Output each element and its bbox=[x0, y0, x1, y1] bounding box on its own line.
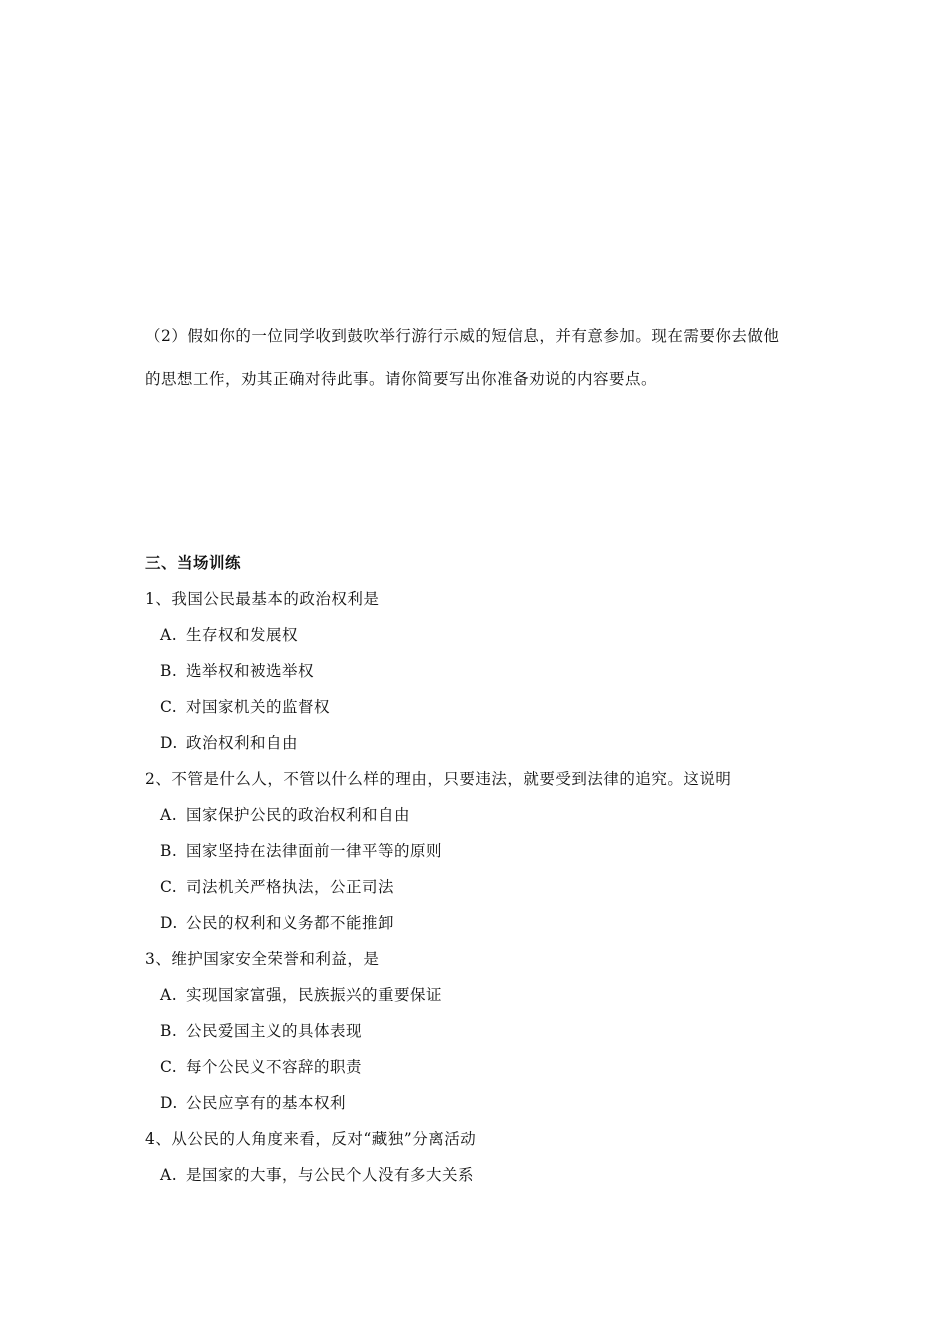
question-2-stem: 2、不管是什么人，不管以什么样的理由，只要违法，就要受到法律的追究。这说明 bbox=[145, 770, 732, 788]
question-2-line-1: （2）假如你的一位同学收到鼓吹举行游行示威的短信息，并有意参加。现在需要你去做他 bbox=[145, 327, 780, 345]
option-letter: B. bbox=[160, 842, 178, 860]
option-text: 公民的权利和义务都不能推卸 bbox=[186, 914, 395, 932]
question-2-option-a bbox=[160, 805, 410, 825]
option-letter: D. bbox=[160, 734, 178, 752]
option-text: 每个公民义不容辞的职责 bbox=[186, 1058, 363, 1076]
question-3-option-d bbox=[160, 1093, 346, 1113]
option-letter: D. bbox=[160, 914, 178, 932]
option-text: 公民应享有的基本权利 bbox=[186, 1094, 347, 1112]
question-4-option-a bbox=[160, 1165, 474, 1185]
question-2-option-d bbox=[160, 913, 394, 933]
question-3-option-a bbox=[160, 985, 442, 1005]
option-text: 公民爱国主义的具体表现 bbox=[186, 1022, 363, 1040]
question-3-option-b bbox=[160, 1021, 362, 1041]
question-1-option-d bbox=[160, 733, 298, 753]
option-letter: B. bbox=[160, 662, 178, 680]
question-3-stem: 3、维护国家安全荣誉和利益，是 bbox=[145, 950, 380, 968]
option-text: 对国家机关的监督权 bbox=[186, 698, 331, 716]
question-2-option-b bbox=[160, 841, 442, 861]
option-text: 国家坚持在法律面前一律平等的原则 bbox=[186, 842, 443, 860]
option-letter: D. bbox=[160, 1094, 178, 1112]
option-letter: A. bbox=[160, 986, 178, 1004]
question-1-option-c bbox=[160, 697, 330, 717]
option-text: 实现国家富强，民族振兴的重要保证 bbox=[186, 986, 443, 1004]
section-heading: 三、当场训练 bbox=[145, 554, 242, 572]
option-text: 是国家的大事，与公民个人没有多大关系 bbox=[186, 1166, 475, 1184]
option-letter: A. bbox=[160, 626, 178, 644]
question-2-option-c bbox=[160, 877, 394, 897]
option-text: 生存权和发展权 bbox=[186, 626, 299, 644]
option-text: 选举权和被选举权 bbox=[186, 662, 315, 680]
option-text: 司法机关严格执法，公正司法 bbox=[186, 878, 395, 896]
question-1-option-a bbox=[160, 625, 298, 645]
option-text: 政治权利和自由 bbox=[186, 734, 299, 752]
question-4-stem: 4、从公民的人角度来看，反对“藏独”分离活动 bbox=[145, 1130, 477, 1148]
option-letter: C. bbox=[160, 698, 178, 716]
option-letter: A. bbox=[160, 806, 178, 824]
question-2-line-2: 的思想工作，劝其正确对待此事。请你简要写出你准备劝说的内容要点。 bbox=[145, 370, 658, 388]
question-1-option-b bbox=[160, 661, 314, 681]
option-letter: C. bbox=[160, 1058, 178, 1076]
option-letter: A. bbox=[160, 1166, 178, 1184]
option-text: 国家保护公民的政治权利和自由 bbox=[186, 806, 411, 824]
option-letter: C. bbox=[160, 878, 178, 896]
option-letter: B. bbox=[160, 1022, 178, 1040]
question-1-stem: 1、我国公民最基本的政治权利是 bbox=[145, 590, 380, 608]
question-3-option-c bbox=[160, 1057, 362, 1077]
